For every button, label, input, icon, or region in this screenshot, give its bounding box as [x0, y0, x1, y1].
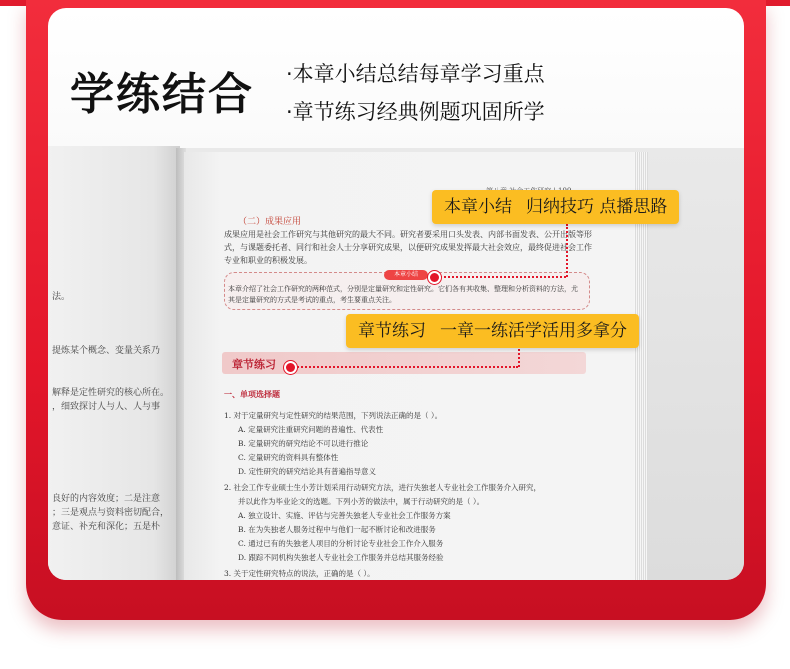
- answer-option: A. 独立设计、实施、评估与完善失独老人专业社会工作服务方案: [238, 511, 451, 520]
- answer-option: B. 定量研究的研究结论不可以进行推论: [238, 439, 369, 448]
- answer-option: C. 通过已有的失独老人项目的分析讨论专业社会工作介入服务: [238, 539, 444, 548]
- question-line: 2. 社会工作专业硕士生小芳计划采用行动研究方法，进行失独老人专业社会工作服务介入研究，: [224, 483, 542, 492]
- answer-option: A. 定量研究注重研究问题的普遍性、代表性: [238, 425, 384, 434]
- left-page: [48, 146, 180, 580]
- practice-callout-desc: 一章一练活学活用多拿分: [440, 321, 627, 341]
- left-page-line: 意证、补充和深化；五是朴: [52, 522, 161, 532]
- section-heading: （二）成果应用: [238, 217, 302, 227]
- chapter-summary-text: 本章介绍了社会工作研究的两种范式，分别是定量研究和定性研究。它们各有其收集、整理和分析资料的方法，尤其是定量研究的方式是考试的重点，考生要重点关注。: [228, 285, 578, 304]
- summary-callout-label: 本章小结: [444, 197, 512, 217]
- question-line: 1. 对于定量研究与定性研究的结果范围，下列说法正确的是（ ）。: [224, 411, 443, 420]
- answer-option: C. 定量研究的资料具有整体性: [238, 453, 339, 462]
- feature-bullet-summary: ·本章小结总结每章学习重点: [286, 62, 545, 86]
- question-section-heading: 一、单项选择题: [224, 389, 280, 399]
- left-page-line: 解释是定性研究的核心所在。: [52, 388, 170, 398]
- chapter-practice-bar: [222, 352, 586, 374]
- summary-connector-line: [436, 276, 566, 278]
- question-line: 并以此作为毕业论文的选题。下列小芳的做法中，属于行动研究的是（ ）。: [238, 497, 485, 506]
- question-line: 3. 关于定性研究特点的说法，正确的是（ ）。: [224, 569, 375, 578]
- chapter-practice-title: 章节练习: [232, 358, 276, 371]
- practice-callout: [346, 314, 639, 348]
- left-page-line: 良好的内容效度；二是注意: [52, 494, 161, 504]
- left-page-line: 提炼某个概念、变量关系乃: [52, 346, 161, 356]
- section-paragraph: 成果应用是社会工作研究与其他研究的最大不同。研究者要采用口头发表、内部书面发表、公开出版等形式，与课题委托者、同行和社会人士分享研究成果，以便研究成果发挥最大社会效应，最终促进社会工作专业和职业的积极发展。: [224, 230, 592, 265]
- feature-bullet-practice: ·章节练习经典例题巩固所学: [286, 100, 545, 124]
- left-page-line: 法。: [52, 292, 71, 302]
- practice-connector-line: [294, 366, 518, 368]
- summary-callout: [432, 190, 679, 224]
- summary-callout-desc: 归纳技巧 点播思路: [526, 197, 668, 217]
- summary-marker-dot: [428, 271, 441, 284]
- answer-option: D. 跟踪不同机构失独老人专业社会工作服务并总结其服务经验: [238, 553, 444, 562]
- answer-option: D. 定性研究的研究结论具有普遍指导意义: [238, 467, 377, 476]
- practice-connector-line: [518, 346, 520, 367]
- left-page-line: ，细致探讨人与人、人与事: [52, 402, 161, 412]
- practice-marker-dot: [284, 361, 297, 374]
- left-page-line: ；三是观点与资料密切配合，: [52, 508, 170, 518]
- chapter-summary-tag: 本章小结: [384, 270, 428, 280]
- feature-card: [48, 8, 744, 580]
- summary-connector-line: [566, 224, 568, 277]
- answer-option: B. 在为失独老人服务过程中与他们一起不断讨论和改进服务: [238, 525, 436, 534]
- practice-callout-label: 章节练习: [358, 321, 426, 341]
- feature-title: 学练结合: [70, 69, 254, 120]
